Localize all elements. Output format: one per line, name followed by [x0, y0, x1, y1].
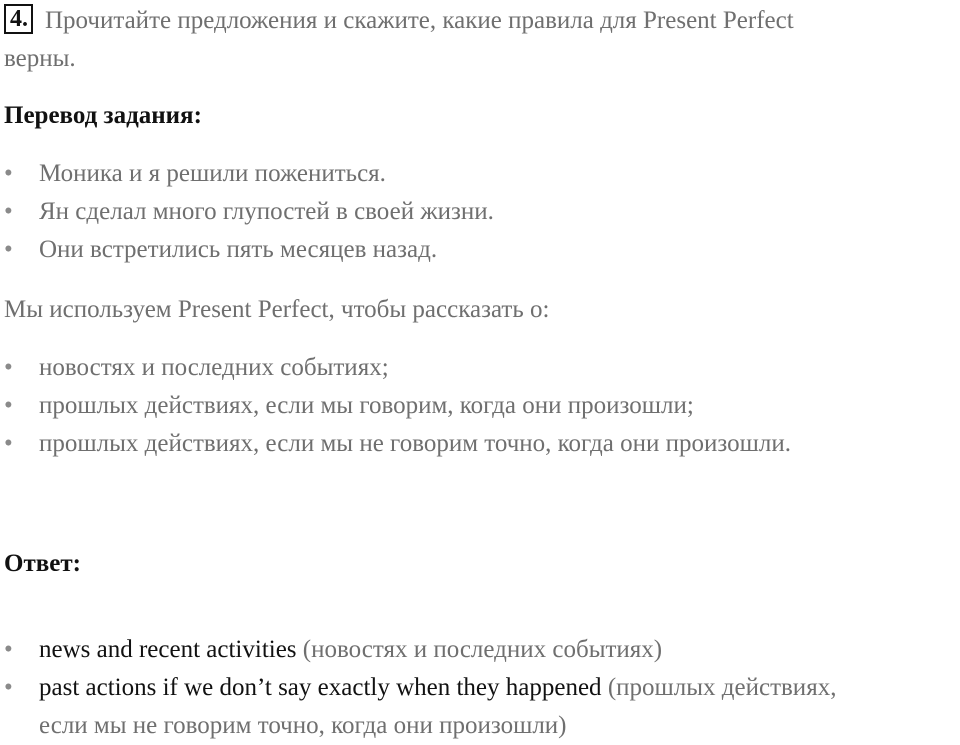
list-item [4, 193, 494, 231]
bullet-icon: • [4, 236, 13, 263]
answer-russian-text: (новостях и последних событиях) [302, 636, 663, 663]
translation-sentence-list [4, 155, 494, 269]
answer-english-text: news and recent activities [39, 636, 297, 663]
answer-english-text: past actions if we don’t say exactly when they happened [39, 674, 602, 701]
answer-line [39, 669, 836, 707]
rule-list [4, 349, 791, 463]
answer-russian-continuation: если мы не говорим точно, когда они произошли) [39, 712, 567, 739]
list-item [4, 349, 791, 387]
bullet-icon: • [4, 198, 13, 225]
list-item [4, 425, 791, 463]
sentence-text: Моника и я решили пожениться. [39, 160, 386, 187]
list-item [4, 231, 494, 269]
answer-russian-text: (прошлых действиях, [607, 674, 837, 701]
list-item [4, 155, 494, 193]
rule-text: прошлых действиях, если мы не говорим точно, когда они произошли. [39, 430, 791, 457]
bullet-icon: • [4, 636, 13, 663]
bullet-icon: • [4, 160, 13, 187]
answer-list [4, 631, 836, 745]
list-item [4, 387, 791, 425]
sentence-text: Ян сделал много глупостей в своей жизни. [39, 198, 494, 225]
bullet-icon: • [4, 354, 13, 381]
task-instruction-text: Прочитайте предложения и скажите, какие правила для Present Perfect [45, 7, 794, 34]
bullet-icon: • [4, 392, 13, 419]
bullet-icon: • [4, 674, 13, 701]
list-item [4, 669, 836, 745]
rule-intro: Мы используем Present Perfect, чтобы рассказать о: [4, 296, 550, 323]
answer-heading: Ответ: [4, 550, 81, 577]
bullet-icon: • [4, 430, 13, 457]
task-instruction [4, 2, 956, 40]
list-item [4, 631, 836, 669]
rule-text: прошлых действиях, если мы говорим, когда они произошли; [39, 392, 694, 419]
sentence-text: Они встретились пять месяцев назад. [39, 236, 438, 263]
task-instruction-continuation: верны. [4, 45, 76, 72]
task-number-badge: 4. [4, 4, 33, 34]
rule-text: новостях и последних событиях; [39, 354, 389, 381]
translation-heading: Перевод задания: [4, 102, 202, 129]
